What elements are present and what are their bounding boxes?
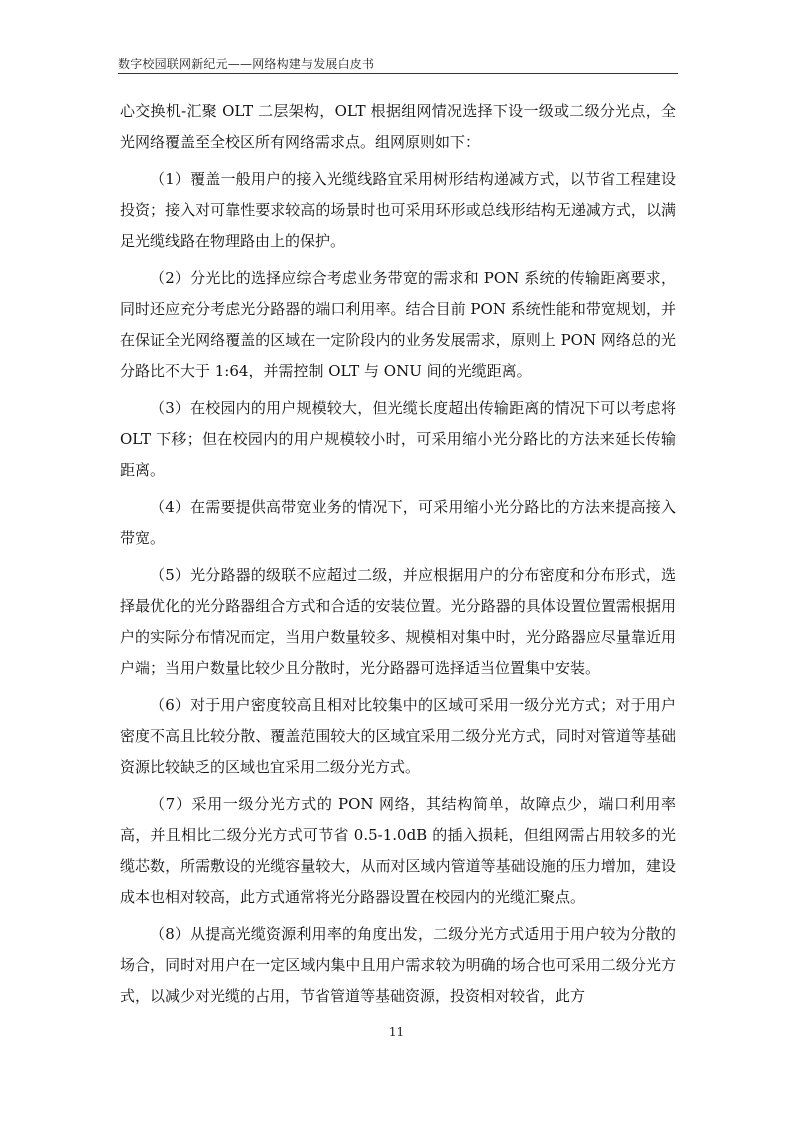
paragraph-principle-8: （8）从提高光缆资源利用率的角度出发，二级分光方式适用于用户较为分散的场合，同时对用户在一定区域内集中且用户需求较为明确的场合也可采用二级分光方式，以减少对光缆的占用，节省管道等基础资源，投资相对较省，此方 [120,925,676,1005]
paragraph-intro: 心交换机-汇聚 OLT 二层架构，OLT 根据组网情况选择下设一级或二级分光点，全光网络覆盖至全校区所有网络需求点。组网原则如下： [120,102,676,151]
running-header: 数字校园联网新纪元——网络构建与发展白皮书 [118,57,375,71]
paragraph-principle-4: （4）在需要提供高带宽业务的情况下，可采用缩小光分路比的方法来提高接入带宽。 [120,498,676,547]
paragraph-principle-2: （2）分光比的选择应综合考虑业务带宽的需求和 PON 系统的传输距离要求，同时还应充分考虑光分路器的端口利用率。结合目前 PON 系统性能和带宽规划，并在保证全光网络覆盖的区域在一定阶段内的业务发展需求，原则上 PON 网络总的光分路比不大于 1:64，并需控制 OLT 与 ONU 间的光缆距离。 [120,269,676,380]
paragraph-principle-3: （3）在校园内的用户规模较大，但光缆长度超出传输距离的情况下可以考虑将 OLT 下移；但在校园内的用户规模较小时，可采用缩小光分路比的方法来延长传输距离。 [120,399,676,479]
document-body [120,96,676,1018]
paragraph-principle-5: （5）光分路器的级联不应超过二级，并应根据用户的分布密度和分布形式，选择最优化的光分路器组合方式和合适的安装位置。光分路器的具体设置位置需根据用户的实际分布情况而定，当用户数量较多、规模相对集中时，光分路器应尽量靠近用户端；当用户数量比较少且分散时，光分路器可选择适当位置集中安装。 [120,566,676,677]
paragraph-principle-1: （1）覆盖一般用户的接入光缆线路宜采用树形结构递减方式，以节省工程建设投资；接入对可靠性要求较高的场景时也可采用环形或总线形结构无递减方式，以满足光缆线路在物理路由上的保护。 [120,170,676,250]
paragraph-principle-7: （7）采用一级分光方式的 PON 网络，其结构简单，故障点少，端口利用率高，并且相比二级分光方式可节省 0.5-1.0dB 的插入损耗，但组网需占用较多的光缆芯数，所需敷设的光缆容量较大，从而对区域内管道等基础设施的压力增加，建设成本也相对较高，此方式通常将光分路器设置在校园内的光缆汇聚点。 [120,795,676,906]
paragraph-principle-6: （6）对于用户密度较高且相对比较集中的区域可采用一级分光方式；对于用户密度不高且比较分散、覆盖范围较大的区域宜采用二级分光方式，同时对管道等基础资源比较缺乏的区域也宜采用二级分光方式。 [120,696,676,776]
page-number: 11 [388,1025,405,1039]
header-divider [118,73,678,74]
